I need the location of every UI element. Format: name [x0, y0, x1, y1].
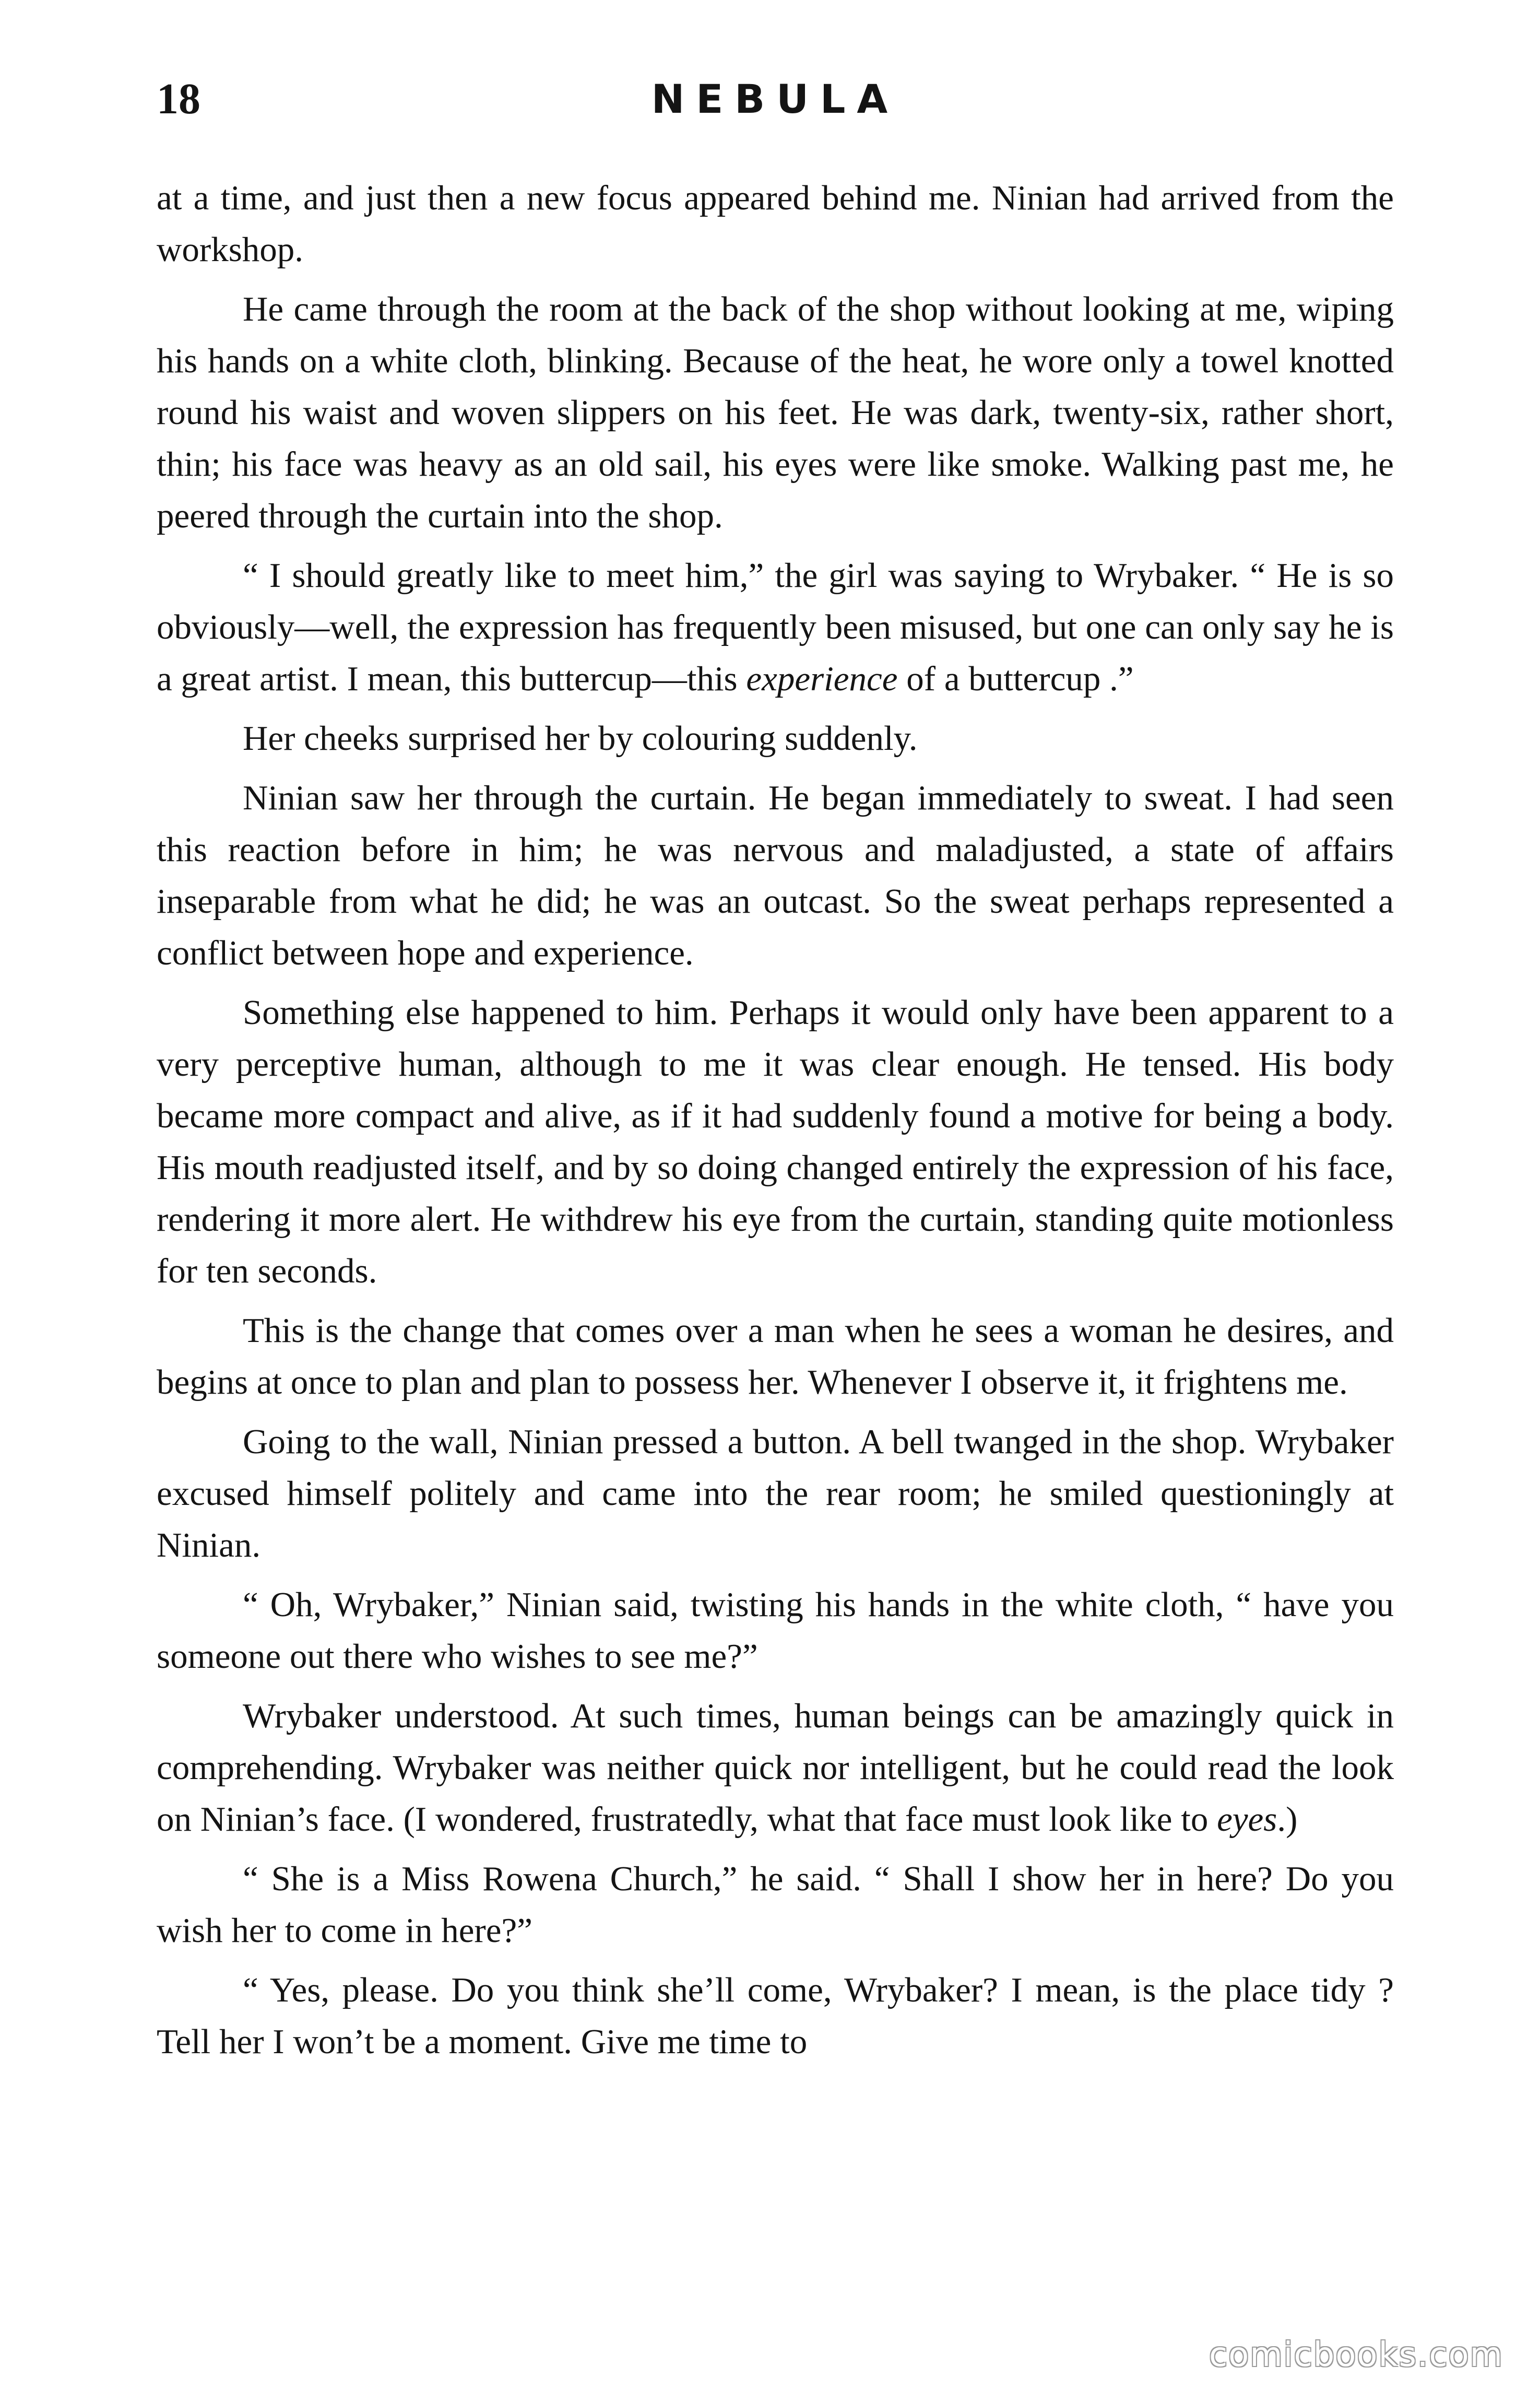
paragraph-8: Going to the wall, Ninian pressed a button. A bell twanged in the shop. Wrybaker excused himself politely and came into the rear room; he smiled questioningly at Ninian. [157, 1422, 1394, 1564]
paragraph-3 [157, 550, 1394, 705]
story-body [157, 172, 1394, 2068]
paragraph-10-after: .) [1277, 1800, 1298, 1839]
italic-eyes: eyes [1217, 1800, 1277, 1839]
book-page [157, 73, 1394, 2076]
paragraph-10-before: Wrybaker understood. At such times, human beings can be amazingly quick in comprehending. Wrybaker was neither quick nor intelligent, but he could read the look on Ninian’s face. (I wondered, frustratedly, what that face must look like to [157, 1697, 1394, 1839]
paragraph-7: This is the change that comes over a man when he sees a woman he desires, and begins at once to plan and plan to possess her. Whenever I observe it, it frightens me. [157, 1311, 1394, 1402]
italic-experience: experience [746, 660, 898, 698]
paragraph-5: Ninian saw her through the curtain. He began immediately to sweat. I had seen this reaction before in him; he was nervous and maladjusted, a state of affairs inseparable from what he did; he was an outcast. So the sweat perhaps represented a conflict between hope and experience. [157, 779, 1394, 972]
paragraph-2: He came through the room at the back of the shop without looking at me, wiping his hands on a white cloth, blinking. Because of the heat, he wore only a towel knotted round his waist and woven slippers on his feet. He was dark, twenty-six, rather short, thin; his face was heavy as an old sail, his eyes were like smoke. Walking past me, he peered through the curtain into the shop. [157, 290, 1394, 535]
paragraph-10 [157, 1690, 1394, 1845]
paragraph-11: “ She is a Miss Rowena Church,” he said. “ Shall I show her in here? Do you wish her to come in here?” [157, 1859, 1394, 1950]
paragraph-6: Something else happened to him. Perhaps it would only have been apparent to a very perceptive human, although to me it was clear enough. He tensed. His body became more compact and alive, as if it had suddenly found a motive for being a body. His mouth readjusted itself, and by so doing changed entirely the expression of his face, rendering it more alert. He withdrew his eye from the curtain, standing quite motionless for ten seconds. [157, 993, 1394, 1290]
paragraph-3-before: “ I should greatly like to meet him,” the girl was saying to Wrybaker. “ He is so obviously—well, the expression has frequently been misused, but one can only say he is a great artist. I mean, this buttercup—this [157, 556, 1394, 698]
journal-title: NEBULA [651, 76, 899, 122]
page-number: 18 [157, 75, 200, 123]
paragraph-4: Her cheeks surprised her by colouring suddenly. [243, 719, 918, 758]
site-watermark: comicbooks.com [1209, 2336, 1503, 2374]
paragraph-3-after: of a buttercup .” [897, 660, 1134, 698]
paragraph-9: “ Oh, Wrybaker,” Ninian said, twisting his hands in the white cloth, “ have you someone out there who wishes to see me?” [157, 1585, 1394, 1676]
paragraph-12: “ Yes, please. Do you think she’ll come, Wrybaker? I mean, is the place tidy ? Tell her I won’t be a moment. Give me time to [157, 1971, 1394, 2061]
running-head [157, 73, 1394, 136]
paragraph-1: at a time, and just then a new focus appeared behind me. Ninian had arrived from the workshop. [157, 179, 1394, 269]
